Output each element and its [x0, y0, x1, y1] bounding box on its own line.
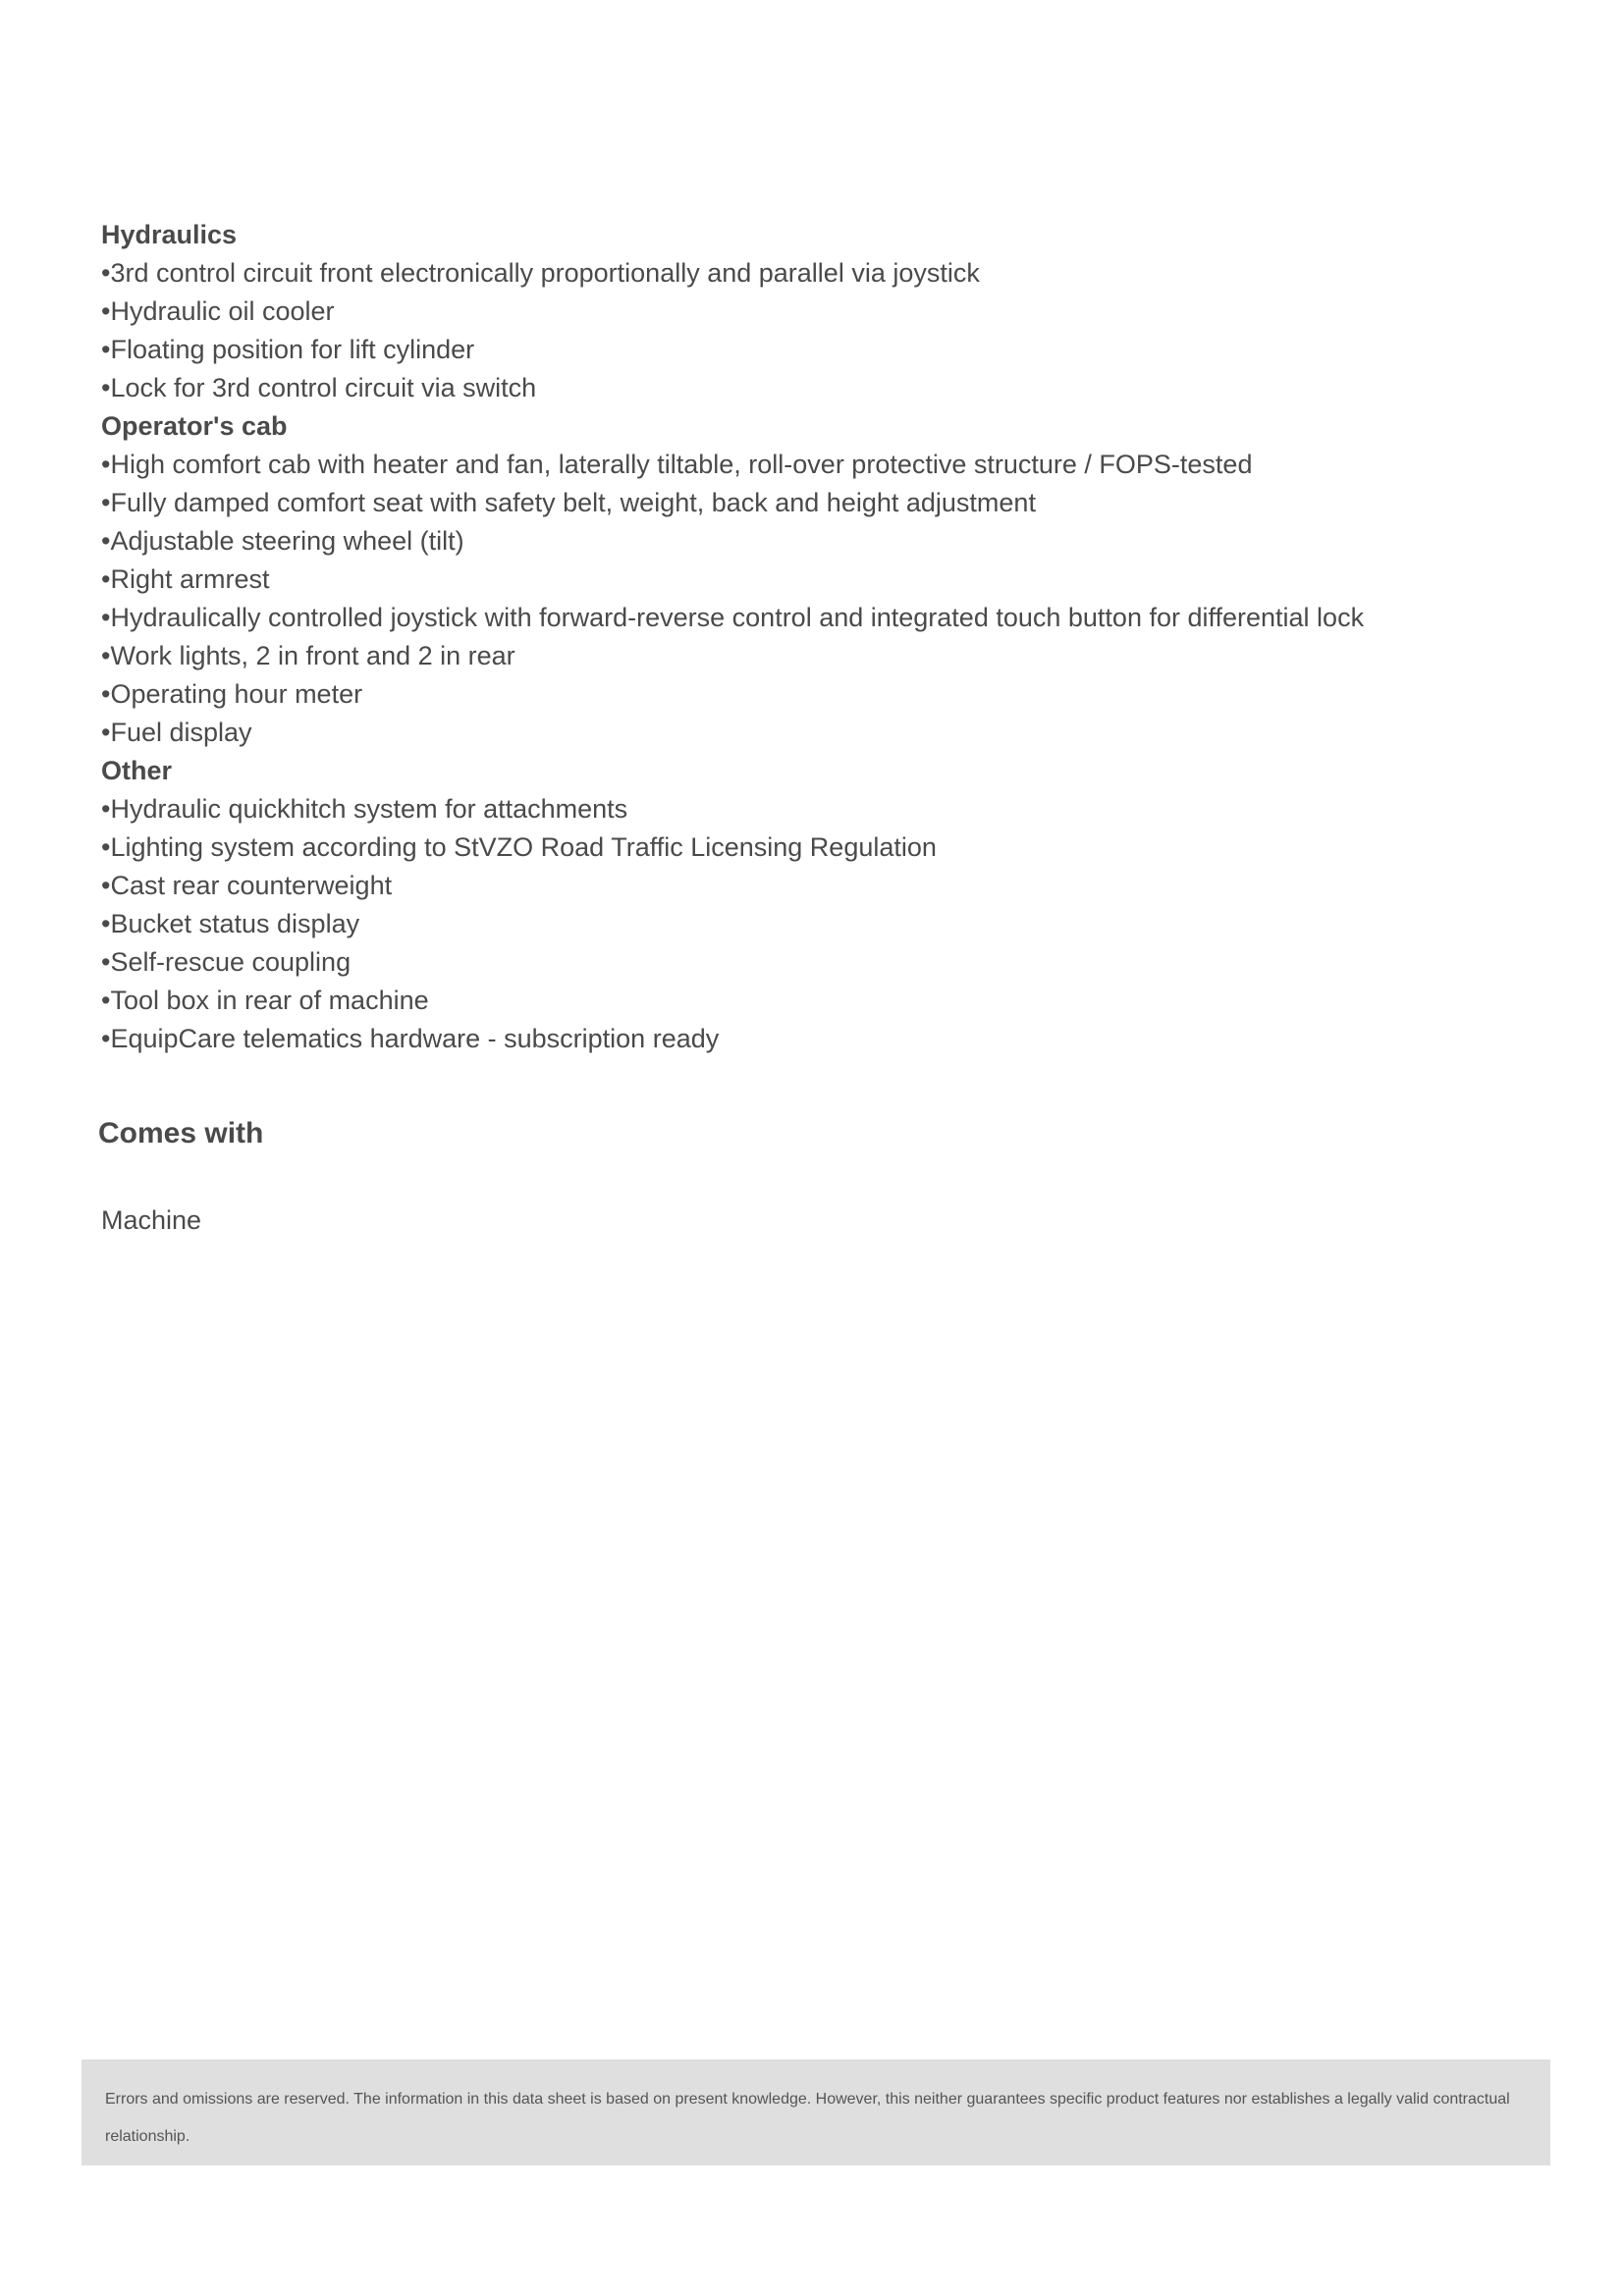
list-item: [101, 1020, 1525, 1058]
section-heading-hydraulics: Hydraulics: [101, 220, 238, 249]
disclaimer-box: [81, 2059, 1550, 2165]
bullet-icon: •: [101, 450, 111, 479]
bullet-icon: •: [101, 641, 111, 670]
list-item: [101, 675, 1525, 714]
list-item-text: Lighting system according to StVZO Road Traffic Licensing Regulation: [110, 832, 937, 862]
bullet-icon: •: [101, 603, 111, 632]
list-item-text: Cast rear counterweight: [110, 871, 393, 900]
section-heading-other: Other: [101, 756, 173, 785]
list-item-text: Fully damped comfort seat with safety belt, weight, back and height adjustment: [110, 488, 1036, 517]
bullet-icon: •: [101, 296, 111, 326]
list-item-text: Hydraulic quickhitch system for attachments: [110, 794, 628, 824]
bullet-icon: •: [101, 335, 111, 364]
disclaimer-text: Errors and omissions are reserved. The information in this data sheet is based on present knowledge. However, this neither guarantees specific product features nor establishes a legally valid contractual relationship.: [105, 2091, 1510, 2145]
list-item-text: Operating hour meter: [110, 679, 363, 709]
bullet-icon: •: [101, 488, 111, 517]
bullet-icon: •: [101, 679, 111, 709]
list-item-text: Self-rescue coupling: [110, 947, 352, 977]
list-item: [101, 484, 1525, 522]
list-item-text: Adjustable steering wheel (tilt): [110, 526, 464, 556]
list-item: [101, 982, 1525, 1020]
list-item-text: Right armrest: [110, 564, 270, 594]
list-item: [101, 331, 1525, 369]
list-item: [101, 828, 1525, 867]
list-item-text: Bucket status display: [110, 909, 360, 938]
features-block: [101, 216, 1525, 1058]
list-item: [101, 714, 1525, 752]
bullet-icon: •: [101, 1024, 111, 1053]
list-item: [101, 369, 1525, 407]
list-item-text: Work lights, 2 in front and 2 in rear: [110, 641, 515, 670]
bullet-icon: •: [101, 947, 111, 977]
bullet-icon: •: [101, 832, 111, 862]
list-item-text: Hydraulically controlled joystick with forward-reverse control and integrated touch button for differential lock: [110, 603, 1365, 632]
bullet-icon: •: [101, 909, 111, 938]
list-item: [101, 790, 1525, 828]
section-heading-operators-cab: Operator's cab: [101, 411, 288, 441]
list-item-text: Floating position for lift cylinder: [110, 335, 475, 364]
comes-with-heading: Comes with: [98, 1117, 264, 1149]
bullet-icon: •: [101, 718, 111, 747]
list-item: [101, 943, 1525, 982]
feature-list-hydraulics: [101, 254, 1525, 407]
list-item: [101, 867, 1525, 905]
comes-with-item: Machine: [101, 1205, 202, 1235]
bullet-icon: •: [101, 258, 111, 288]
list-item-text: High comfort cab with heater and fan, laterally tiltable, roll-over protective structure / FOPS-tested: [110, 450, 1253, 479]
list-item-text: Tool box in rear of machine: [110, 986, 429, 1015]
list-item: [101, 446, 1525, 484]
list-item-text: EquipCare telematics hardware - subscription ready: [110, 1024, 720, 1053]
bullet-icon: •: [101, 871, 111, 900]
feature-list-operators-cab: [101, 446, 1525, 752]
bullet-icon: •: [101, 373, 111, 402]
list-item-text: Lock for 3rd control circuit via switch: [110, 373, 537, 402]
bullet-icon: •: [101, 986, 111, 1015]
list-item: [101, 637, 1525, 675]
list-item: [101, 905, 1525, 943]
list-item: [101, 522, 1525, 561]
bullet-icon: •: [101, 794, 111, 824]
list-item: [101, 254, 1525, 293]
list-item-text: Fuel display: [110, 718, 252, 747]
bullet-icon: •: [101, 526, 111, 556]
list-item: [101, 561, 1525, 599]
list-item: [101, 599, 1525, 637]
feature-list-other: [101, 790, 1525, 1058]
bullet-icon: •: [101, 564, 111, 594]
list-item: [101, 293, 1525, 331]
list-item-text: Hydraulic oil cooler: [110, 296, 335, 326]
list-item-text: 3rd control circuit front electronically proportionally and parallel via joystick: [110, 258, 980, 288]
